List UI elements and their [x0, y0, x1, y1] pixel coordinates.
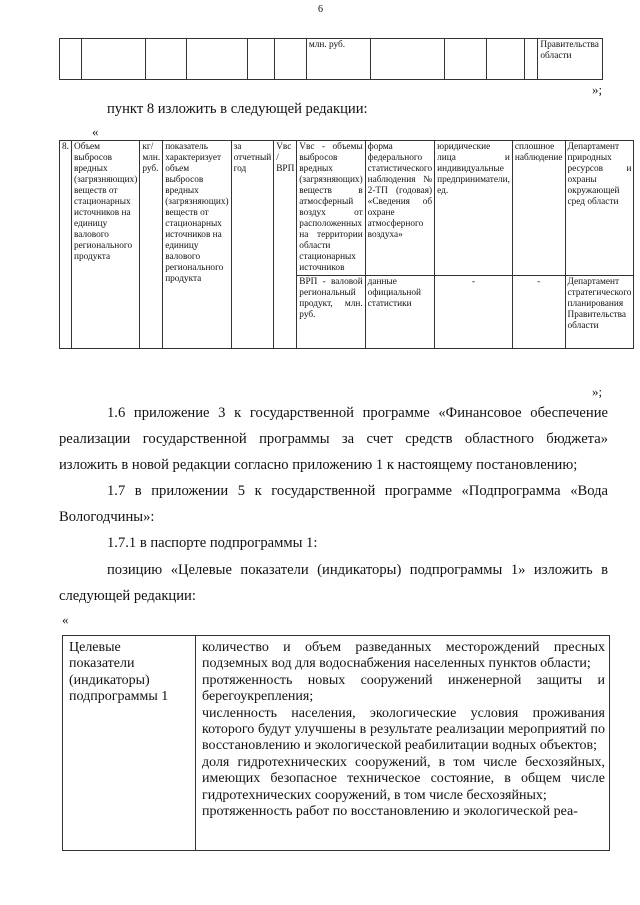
top-table-fragment: [59, 38, 603, 80]
responsible-cell: Правительства области: [538, 39, 603, 80]
close-quote-2: »;: [592, 384, 603, 399]
passport-item: количество и объем разведанных месторождений пресных подземных вод для водоснабжения населенных пунктов области;: [202, 640, 605, 672]
item8-formula: Vвс / ВРП: [274, 141, 297, 349]
vbc-subjects: юридические лица и индивидуальные предприниматели, ед.: [435, 141, 513, 276]
item8-number: 8.: [60, 141, 72, 349]
paragraph-position: позицию «Целевые показатели (индикаторы) подпрограммы 1» изложить в следующей редакции:: [59, 562, 608, 604]
vbc-responsible: Департамент природных ресурсов и охраны окружающей сред области: [565, 141, 634, 276]
open-quote-2: «: [62, 612, 69, 627]
paragraph-1-7: 1.7 в приложении 5 к государственной программе «Подпрограмма «Вода Вологодчины»:: [59, 483, 608, 525]
vrp-subjects: -: [435, 276, 513, 349]
unit-cell: млн. руб.: [306, 39, 370, 80]
page-number: 6: [318, 4, 323, 15]
passport-label: Целевые показатели (индикаторы) подпрограммы 1: [63, 636, 196, 851]
vbc-source: форма федерального статистического наблюдения № 2-ТП (годовая) «Сведения об охране атмосферного воздуха»: [365, 141, 434, 276]
vbc-method: сплошное наблюдение: [512, 141, 565, 276]
item8-indicator: показатель характеризует объем выбросов вредных (загрязняющих) веществ от стационарных источников на единицу валового регионального продукта: [163, 141, 231, 349]
item8-period: за отчетный год: [231, 141, 274, 349]
passport-item: доля гидротехнических сооружений, в том числе бесхозяйных, имеющих безопасное техническое состояние, в общем числе гидротехнических сооружений, в том числе бесхозяйных;: [202, 754, 605, 803]
passport-item: протяженность работ по восстановлению и экологической реа-: [202, 804, 578, 820]
open-quote-1: «: [92, 124, 99, 139]
item8-unit: кг/млн. руб.: [140, 141, 163, 349]
vbc-description: Vвс - объемы выбросов вредных (загрязняющих) веществ в атмосферный воздух от расположенных на территории области стационарных источников: [297, 141, 365, 276]
vrp-source: данные официальной статистики: [365, 276, 434, 349]
vrp-description: ВРП - валовой региональный продукт, млн. руб.: [297, 276, 365, 349]
close-quote-1: »;: [592, 82, 603, 97]
vrp-method: -: [512, 276, 565, 349]
instruction-1: пункт 8 изложить в следующей редакции:: [107, 101, 368, 117]
passport-table: [62, 635, 610, 851]
vrp-responsible: Департамент стратегического планирования Правительства области: [565, 276, 634, 349]
item8-table: [59, 140, 634, 349]
paragraph-1-7-1: 1.7.1 в паспорте подпрограммы 1:: [107, 535, 318, 551]
passport-items: [196, 636, 610, 851]
passport-item: численность населения, экологические условия проживания которого будут улучшены в результате реализации мероприятий по восстановлению и экологической реабилитации водных объектов;: [202, 705, 605, 754]
passport-item: протяженность новых сооружений инженерной защиты и берегоукрепления;: [202, 672, 605, 705]
item8-name: Объем выбросов вредных (загрязняющих) веществ от стационарных источников на единицу валового регионального продукта: [71, 141, 139, 349]
paragraph-1-6: 1.6 приложение 3 к государственной программе «Финансовое обеспечение реализации государственной программы за счет средств областного бюджета» изложить в новой редакции согласно приложению 1 к настоящему постановлению;: [59, 405, 608, 473]
